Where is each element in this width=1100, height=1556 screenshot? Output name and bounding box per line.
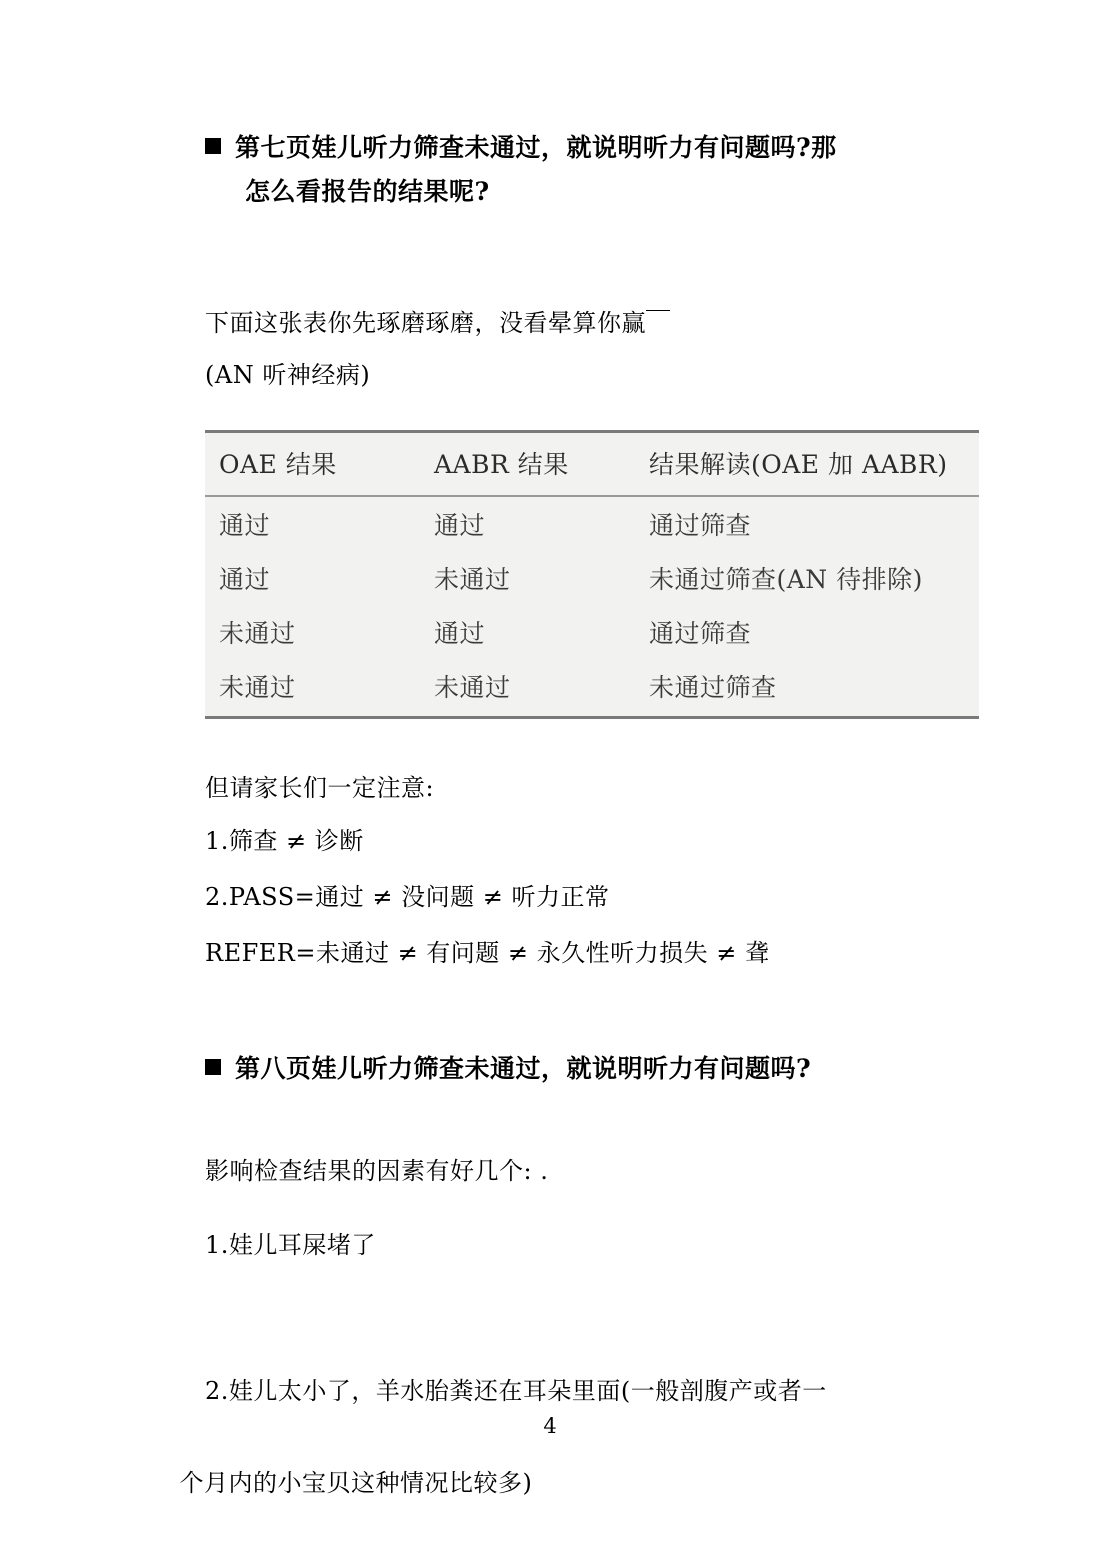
- notes-item-3: REFER=未通过 ≠ 有问题 ≠ 永久性听力损失 ≠ 聋: [205, 939, 770, 967]
- table-header-row: [205, 432, 979, 497]
- cell-interpretation: 未通过筛查: [649, 659, 979, 718]
- table-row: [205, 551, 979, 605]
- table-head: [205, 432, 979, 497]
- section-heading-7: [205, 126, 985, 214]
- cell-oae: 未通过: [219, 619, 296, 648]
- cell-aabr: 通过: [434, 619, 486, 648]
- intro-line-2: (AN 听神经病): [205, 361, 371, 389]
- table-body: [205, 496, 979, 718]
- table-header-interpretation: 结果解读(OAE 加 AABR): [649, 432, 979, 497]
- oae-aabr-table-container: [205, 430, 979, 719]
- cell-interpretation: 通过筛查: [649, 511, 752, 540]
- table-header-oae: OAE 结果: [205, 432, 434, 497]
- factors-item-2-line-2: 个月内的小宝贝这种情况比较多): [179, 1469, 533, 1497]
- heading-7-line-1: 第七页娃儿听力筛查未通过，就说明听力有问题吗?那: [235, 133, 837, 162]
- factors-title: 影响检查结果的因素有好几个: .: [205, 1157, 549, 1185]
- section-heading-8: [205, 1047, 1005, 1091]
- cell-interpretation: 未通过筛查(AN 待排除): [649, 565, 923, 594]
- heading-8-line-1: 第八页娃儿听力筛查未通过，就说明听力有问题吗?: [235, 1054, 812, 1083]
- heading-7-line-2: 怎么看报告的结果呢?: [245, 177, 490, 206]
- notes-title: 但请家长们一定注意:: [205, 774, 435, 802]
- cell-aabr: 未通过: [434, 565, 511, 594]
- square-bullet-icon: [205, 138, 221, 154]
- cell-aabr: 通过: [434, 511, 486, 540]
- cell-oae: 通过: [219, 565, 271, 594]
- cell-oae: 通过: [219, 511, 271, 540]
- table-row: [205, 496, 979, 551]
- oae-aabr-table: [205, 430, 979, 719]
- table-row: [205, 659, 979, 718]
- table-row: [205, 605, 979, 659]
- factors-item-1: 1.娃儿耳屎堵了: [205, 1231, 376, 1259]
- cell-interpretation: 通过筛查: [649, 619, 752, 648]
- square-bullet-icon: [205, 1059, 221, 1075]
- notes-item-1: 1.筛查 ≠ 诊断: [205, 827, 364, 855]
- intro-line-1: 下面这张表你先琢磨琢磨，没看晕算你赢￣: [205, 309, 671, 337]
- table-header-aabr: AABR 结果: [434, 432, 649, 497]
- page-number: 4: [543, 1414, 557, 1438]
- cell-oae: 未通过: [205, 659, 434, 718]
- factors-item-2-line-1: 2.娃儿太小了，羊水胎粪还在耳朵里面(一般剖腹产或者一: [205, 1377, 827, 1405]
- cell-aabr: 未通过: [434, 659, 649, 718]
- notes-item-2: 2.PASS=通过 ≠ 没问题 ≠ 听力正常: [205, 883, 610, 911]
